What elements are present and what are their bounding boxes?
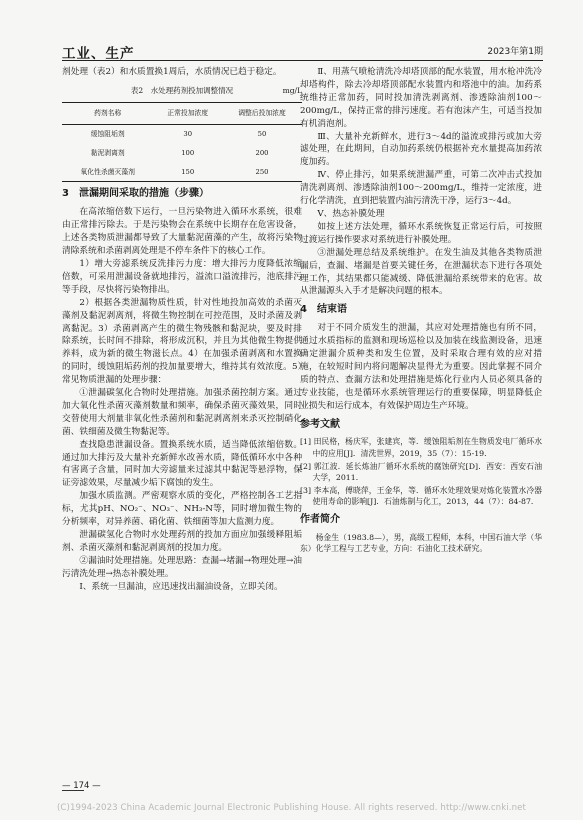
header-issue: 2023年第1期 (487, 47, 543, 57)
references-heading: 参考文献 (300, 418, 340, 430)
reference-item: [2] 郭江波．延长炼油厂循环水系统的腐蚀研究[D]．西安：西安石油大学，2011． (300, 461, 542, 483)
paragraph: 剂处理（表2）和水质置换1周后，水质情况已趋于稳定。 (62, 67, 282, 77)
paragraph: 在高浓缩倍数下运行，一旦污染物进入循环水系统，很难由正常排污除去。于是污染物会在系统中长期存在危害设备，上述各类物质泄漏都导致了大量黏泥菌藻的产生，故将污染物清除系统和杀菌剥离处理是不停车条件下的核心工作。 (62, 207, 302, 257)
table-caption (62, 85, 302, 98)
author-bio-heading: 作者简介 (300, 513, 340, 525)
table-cell: 氧化性杀菌灭藻剂 (62, 163, 153, 182)
table-cell: 200 (255, 148, 269, 157)
table-row (62, 163, 302, 182)
paragraph: Ⅴ、热态补膜处理 (317, 208, 385, 219)
table-header-cell: 正常投加浓度 (153, 102, 222, 124)
paragraph: 2）根据各类泄漏物质性质，针对性地投加高效的杀菌灭藻剂及黏泥剥离剂，将微生物控制在可控范围，及时杀菌及剥离黏泥。3）杀菌剥离产生的微生物残骸和黏泥块，要及时排除系统，长时间不排除，将形成沉积，并且为其他微生物提供养料，成为新的微生物滋长点。4）在加强杀菌剥离和水置换的同时，缓蚀阻垢药剂的投加量要增大，维持其有效浓度。5）常见物质泄漏的处理步骤： (62, 297, 302, 386)
table-cell: 黏泥剥离剂 (90, 148, 125, 157)
page-number: — 174 — (62, 781, 101, 791)
table-row (62, 124, 302, 143)
left-column (62, 66, 302, 594)
paragraph: Ⅳ、停止排污，如果系统泄漏严重，可第二次冲击式投加清洗剥离剂、渗透除油剂100～200mg/L，维持一定浓度，进行化学清洗，直到把装置内油污清洗干净，运行3～4d。 (300, 170, 542, 207)
reference-item: [3] 李本高，傅晓萍，王金华，等．循环水处理效果对炼化装置水冷器使用寿命的影响[J]．石油炼制与化工，2013，44（7）：84-87． (300, 486, 542, 507)
copyright-watermark: (C)1994-2023 China Academic Journal Electronic Publishing House. All rights reserved. http://www.cnki.net (56, 803, 527, 813)
table-header-cell: 药剂名称 (62, 102, 153, 124)
table-cell: 缓蚀阻垢剂 (90, 129, 125, 138)
paragraph: 对于不同介质发生的泄漏，其应对处理措施也有所不同，通过水质指标的监测和现场巡检以及加装在线监测设备，迅速确定泄漏介质种类和发生位置，及时采取合理有效的应对措施，在较短时间内将问题解决显得尤为重要。因此掌握不同介质的特点、查漏方法和处理措施是炼化行业内人员必须具备的专业技能，也是循环水系统管理运行的重要保障，明显降低企业损失和运行成本，有效保护周边生产环境。 (300, 323, 542, 411)
paragraph: 如按上述方法处理，循环水系统恢复正常运行后，可按照过渡运行操作要求对系统进行补膜处理。 (300, 221, 542, 245)
paragraph: ①泄漏碳氢化合物时处理措施。加强杀菌控制方案。通过加大氧化性杀菌灭藻剂数量和频率，确保杀菌灭藻效果，同时交替使用大剂量非氧化性杀菌剂和黏泥剥离剂来杀灭控制硝化菌、铁细菌及微生物黏泥等。 (62, 388, 302, 437)
header-rule (62, 60, 543, 61)
table-cell: 250 (222, 163, 302, 182)
paragraph: ②漏油时处理措施。处理思路：查漏→堵漏→物理处理→油污清洗处理→热态补膜处理。 (62, 555, 302, 579)
section-heading: 4 结束语 (300, 304, 347, 316)
table-row (62, 144, 302, 163)
reference-item: [1] 田民格，杨庆军，张建宾，等．缓蚀阻垢剂在生物质发电厂循环水中的应用[J]．清洗世界，2019，35（7）：15-19． (300, 437, 542, 458)
right-column (300, 66, 542, 554)
reference-list (300, 436, 542, 507)
dosage-table (62, 102, 302, 183)
paragraph: 查找隐患泄漏设备。置换系统水质，适当降低浓缩倍数。通过加大排污及大量补充新鲜水改善水质，降低循环水中各种有害离子含量，同时加大旁滤量来过滤其中黏泥等悬浮物，保证旁滤效果，尽量减少垢下腐蚀的发生。 (62, 439, 302, 489)
table-cell: 50 (257, 129, 267, 138)
table-cell: 30 (183, 129, 193, 138)
footer-rule (62, 790, 84, 791)
paragraph: Ⅲ、大量补充新鲜水，进行3～4d的溢流或排污或加大旁滤处理，在此期间，自动加药系统仍根据补充水量提高加药浓度加药。 (300, 131, 542, 168)
table-caption-text: 表2 水处理药剂投加调整情况 (130, 85, 234, 95)
paragraph: Ⅰ、系统一旦漏油，应迅速找出漏油设备，立即关闭。 (79, 581, 283, 592)
section-heading: 3 泄漏期间采取的措施（步骤） (62, 188, 209, 200)
table-cell: 150 (153, 163, 222, 182)
paragraph: 加强水质监测。严密观察水质的变化，严格控制各工艺指标，尤其pH、NO₂⁻、NO₃⁻、NH₃-N等，同时增加微生物的分析频率，对异养菌、硝化菌、铁细菌等加大监测力度。 (62, 491, 302, 528)
table-cell: 100 (181, 148, 195, 157)
table-header-cell: 调整后投加浓度 (222, 102, 302, 124)
table-header-row (62, 102, 302, 124)
header-section: 工业、生产 (62, 46, 135, 62)
paragraph: ③泄漏处理总结及系统维护。在发生油及其他各类物质泄漏后，查漏、堵漏是首要关键任务，在泄漏状态下进行各项处理工作，其结果都只能减缓、降低泄漏给系统带来的危害。故从泄漏源头入手才是解决问题的根本。 (300, 247, 542, 297)
paragraph: 1）增大旁滤系统反洗排污力度：增大排污力度降低浓缩倍数，可采用泄漏设备就地排污，溢流口溢流排污，池底排污等手段，尽快将污染物排出。 (62, 258, 302, 295)
running-header (62, 42, 543, 60)
table-unit: mg/L (282, 85, 302, 95)
paragraph: Ⅱ、用蒸气喷枪清洗冷却塔顶部的配水装置，用水枪冲洗冷却塔构件，除去冷却塔顶部配水装置内和塔池中的油。加药系统维持正常加药，同时投加清洗剥离剂、渗透除油剂100～200mg/L，保持正常的排污速度。若有泡沫产生，可适当投加有机消泡剂。 (300, 67, 542, 129)
author-bio: 杨金生（1983.8—），男，高级工程师，本科，中国石油大学（华东）化学工程与工艺专业，方向：石油化工技术研究。 (300, 532, 542, 553)
paragraph: 泄漏碳氢化合物时水处理药剂的投加方面应加强缓释阻垢剂、杀菌灭藻剂和黏泥剥离剂的投加力度。 (62, 530, 302, 553)
